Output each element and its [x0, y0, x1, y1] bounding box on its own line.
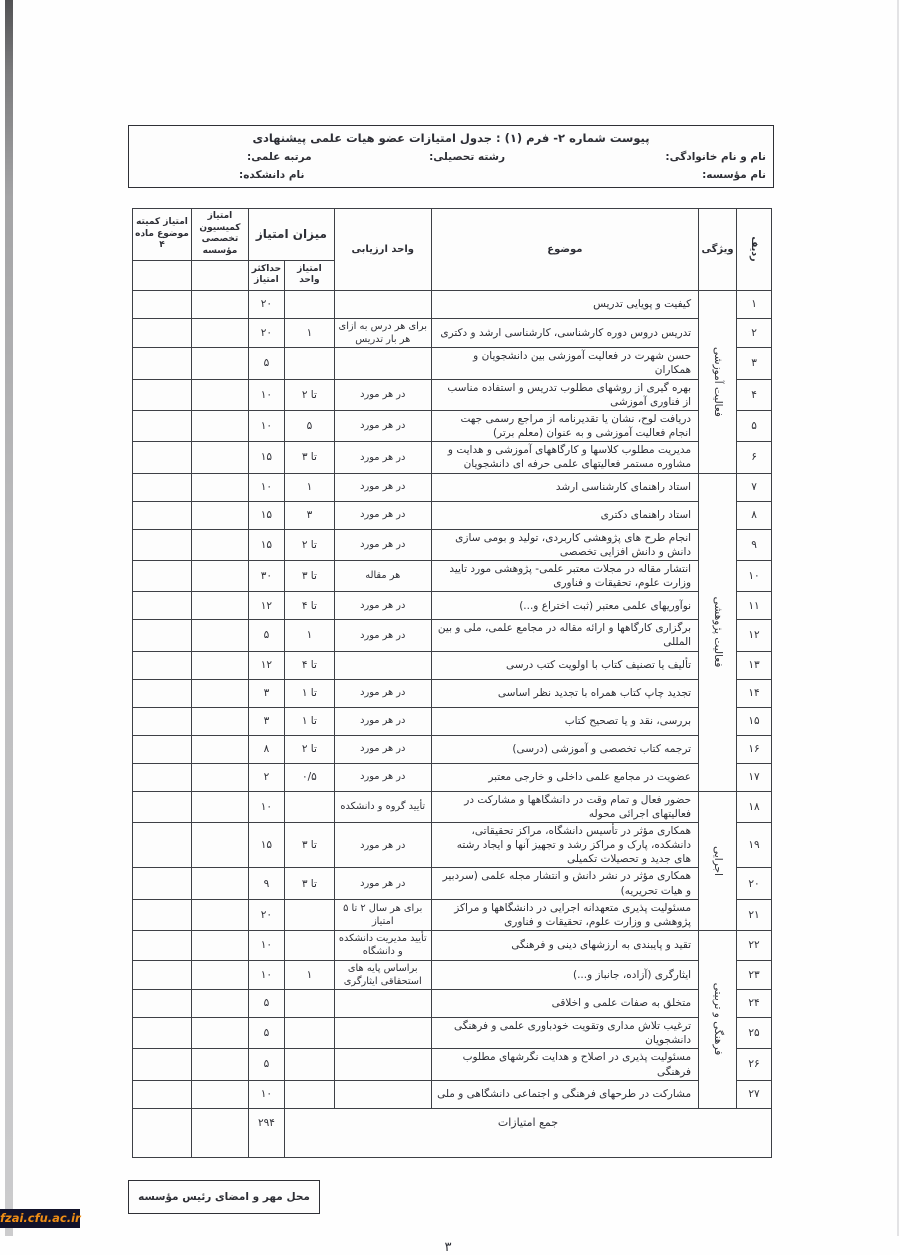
commission-score-cell	[191, 442, 248, 473]
row-number-cell: ۱۳	[737, 651, 772, 679]
committee-score-cell	[133, 960, 192, 989]
unit-score-cell: ۱	[284, 620, 334, 651]
committee-score-cell	[133, 410, 192, 441]
evaluation-unit-cell	[334, 990, 431, 1018]
max-score-cell: ۹	[248, 868, 284, 899]
row-number-cell: ۱۰	[737, 560, 772, 591]
scan-right-edge	[897, 0, 899, 1236]
col-header-committee-score: امتیاز کمیته موضوع ماده ۴	[133, 209, 192, 261]
category-label: فعالیت پژوهشی	[711, 596, 724, 668]
subject-cell: استاد راهنمای دکتری	[431, 501, 698, 529]
committee-score-cell	[133, 707, 192, 735]
max-score-cell: ۳۰	[248, 560, 284, 591]
evaluation-unit-cell: در هر مورد	[334, 529, 431, 560]
row-number-cell: ۹	[737, 529, 772, 560]
unit-score-cell	[284, 348, 334, 379]
unit-score-cell: تا ۲	[284, 529, 334, 560]
max-score-cell: ۵	[248, 1049, 284, 1080]
commission-score-cell	[191, 501, 248, 529]
unit-score-cell: تا ۳	[284, 442, 334, 473]
row-number-cell: ۲۴	[737, 990, 772, 1018]
row-number-cell: ۲	[737, 318, 772, 347]
subject-cell: مسئولیت پذیری متعهدانه اجرایی در دانشگاهها و مراکز پژوهشی و وزارت علوم، تحقیقات و فناوری	[431, 899, 698, 930]
max-score-cell: ۱۰	[248, 1080, 284, 1108]
field-of-study-label: رشته تحصیلی:	[429, 151, 505, 163]
category-cell	[699, 931, 737, 1109]
max-score-cell: ۵	[248, 1018, 284, 1049]
table-row	[133, 1049, 772, 1080]
evaluation-unit-cell: براساس پایه های استحقاقی ایثارگری	[334, 960, 431, 989]
table-row	[133, 651, 772, 679]
evaluation-unit-cell: در هر مورد	[334, 410, 431, 441]
unit-score-cell: تا ۳	[284, 560, 334, 591]
subject-cell: انتشار مقاله در مجلات معتبر علمی- پژوهشی مورد تایید وزارت علوم، تحقیقات و فناوری	[431, 560, 698, 591]
commission-score-cell	[191, 1018, 248, 1049]
commission-score-cell	[191, 763, 248, 791]
subject-cell: برگزاری کارگاهها و ارائه مقاله در مجامع علمی، ملی و بین المللی	[431, 620, 698, 651]
committee-score-cell	[133, 620, 192, 651]
form-header-box	[128, 125, 774, 188]
row-number-cell: ۳	[737, 348, 772, 379]
evaluation-unit-cell: در هر مورد	[334, 592, 431, 620]
category-cell	[699, 791, 737, 931]
row-number-cell: ۱۴	[737, 679, 772, 707]
subject-cell: عضویت در مجامع علمی داخلی و خارجی معتبر	[431, 763, 698, 791]
table-row	[133, 899, 772, 930]
committee-score-cell	[133, 348, 192, 379]
evaluation-unit-cell: تأیید مدیریت دانشکده و دانشگاه	[334, 931, 431, 960]
col-header-unit-score: امتیاز واحد	[284, 260, 334, 290]
unit-score-cell	[284, 1080, 334, 1108]
scan-edge-artifact	[5, 0, 13, 1236]
table-row	[133, 707, 772, 735]
evaluation-unit-cell: در هر مورد	[334, 679, 431, 707]
table-row	[133, 763, 772, 791]
table-row	[133, 990, 772, 1018]
commission-score-cell	[191, 1080, 248, 1108]
max-score-cell: ۱۰	[248, 473, 284, 501]
evaluation-unit-cell	[334, 1049, 431, 1080]
table-row	[133, 620, 772, 651]
unit-score-cell: ۰/۵	[284, 763, 334, 791]
row-number-cell: ۲۷	[737, 1080, 772, 1108]
committee-score-cell	[133, 990, 192, 1018]
max-score-cell: ۵	[248, 990, 284, 1018]
commission-score-cell	[191, 473, 248, 501]
institute-label: نام مؤسسه:	[702, 169, 766, 181]
row-number-cell: ۱۵	[737, 707, 772, 735]
commission-score-cell	[191, 290, 248, 318]
committee-score-cell	[133, 560, 192, 591]
row-number-cell: ۲۰	[737, 868, 772, 899]
subject-cell: حسن شهرت در فعالیت آموزشی بین دانشجویان و همکاران	[431, 348, 698, 379]
col-header-score-amount: میزان امتیاز	[248, 209, 334, 261]
committee-score-cell	[133, 529, 192, 560]
commission-score-cell	[191, 620, 248, 651]
commission-score-cell	[191, 679, 248, 707]
table-row	[133, 501, 772, 529]
table-row	[133, 931, 772, 960]
table-row	[133, 348, 772, 379]
total-commission-score-cell	[191, 1108, 248, 1157]
table-row	[133, 592, 772, 620]
commission-score-cell	[191, 379, 248, 410]
row-number-cell: ۱۲	[737, 620, 772, 651]
unit-score-cell	[284, 899, 334, 930]
max-score-cell: ۱۰	[248, 791, 284, 822]
committee-score-cell	[133, 501, 192, 529]
name-label: نام و نام خانوادگی:	[665, 151, 766, 163]
committee-score-cell	[133, 473, 192, 501]
unit-score-cell	[284, 791, 334, 822]
subject-cell: ترغیب تلاش مداری وتقویت خودباوری علمی و فرهنگی دانشجویان	[431, 1018, 698, 1049]
subject-cell: تقید و پایبندی به ارزشهای دینی و فرهنگی	[431, 931, 698, 960]
subject-cell: همکاری مؤثر در نشر دانش و انتشار مجله علمی (سردبیر و هیات تحریریه)	[431, 868, 698, 899]
col-header-evaluation-unit: واحد ارزیابی	[334, 209, 431, 291]
evaluation-unit-cell: در هر مورد	[334, 707, 431, 735]
commission-score-cell	[191, 931, 248, 960]
table-row	[133, 410, 772, 441]
col-header-commission-score: امتیاز کمیسیون تخصصی مؤسسه	[191, 209, 248, 261]
evaluation-unit-cell: در هر مورد	[334, 442, 431, 473]
committee-score-cell	[133, 1049, 192, 1080]
row-number-cell: ۱	[737, 290, 772, 318]
subject-cell: بررسی، نقد و یا تصحیح کتاب	[431, 707, 698, 735]
row-number-cell: ۵	[737, 410, 772, 441]
form-content	[128, 125, 774, 1255]
max-score-cell: ۲۰	[248, 318, 284, 347]
committee-score-cell	[133, 1080, 192, 1108]
committee-score-cell	[133, 290, 192, 318]
max-score-cell: ۱۵	[248, 529, 284, 560]
max-score-cell: ۲۰	[248, 899, 284, 930]
watermark-badge: fzai.cfu.ac.ir	[0, 1209, 80, 1228]
evaluation-unit-cell: در هر مورد	[334, 735, 431, 763]
subject-cell: انجام طرح های پژوهشی کاربردی، تولید و بومی سازی دانش و دانش افزایی تخصصی	[431, 529, 698, 560]
evaluation-unit-cell	[334, 348, 431, 379]
col-header-max-score: حداکثر امتیاز	[248, 260, 284, 290]
subject-cell: ترجمه کتاب تخصصی و آموزشی (درسی)	[431, 735, 698, 763]
row-number-cell: ۱۸	[737, 791, 772, 822]
unit-score-cell: تا ۳	[284, 868, 334, 899]
evaluation-unit-cell: برای هر سال ۲ تا ۵ امتیاز	[334, 899, 431, 930]
subject-cell: متخلق به صفات علمی و اخلاقی	[431, 990, 698, 1018]
row-number-cell: ۸	[737, 501, 772, 529]
committee-score-cell	[133, 1018, 192, 1049]
col-header-row-no	[737, 209, 772, 291]
commission-score-cell	[191, 529, 248, 560]
committee-score-cell	[133, 379, 192, 410]
form-title: پیوست شماره ۲- فرم (۱) : جدول امتیازات عضو هیات علمی پیشنهادی	[252, 131, 650, 145]
unit-score-cell	[284, 1049, 334, 1080]
max-score-cell: ۱۰	[248, 960, 284, 989]
scores-table-body	[133, 290, 772, 1157]
table-row	[133, 560, 772, 591]
subject-cell: نوآوریهای علمی معتبر (ثبت اختراع و...)	[431, 592, 698, 620]
subject-cell: حضور فعال و تمام وقت در دانشگاهها و مشارکت در فعالیتهای اجرائی محوله	[431, 791, 698, 822]
row-number-cell: ۱۱	[737, 592, 772, 620]
max-score-cell: ۸	[248, 735, 284, 763]
col-header-subject: موضوع	[431, 209, 698, 291]
unit-score-cell: ۱	[284, 473, 334, 501]
evaluation-unit-cell: تأیید گروه و دانشکده	[334, 791, 431, 822]
commission-score-cell	[191, 560, 248, 591]
committee-score-cell	[133, 651, 192, 679]
unit-score-cell: ۳	[284, 501, 334, 529]
unit-score-cell	[284, 290, 334, 318]
commission-score-cell	[191, 990, 248, 1018]
total-label-cell: جمع امتیازات	[284, 1108, 771, 1157]
max-score-cell: ۱۰	[248, 931, 284, 960]
committee-score-cell	[133, 931, 192, 960]
row-number-cell: ۱۹	[737, 822, 772, 868]
row-number-cell: ۲۳	[737, 960, 772, 989]
evaluation-unit-cell	[334, 290, 431, 318]
table-row	[133, 960, 772, 989]
row-number-cell: ۲۲	[737, 931, 772, 960]
commission-score-cell	[191, 899, 248, 930]
table-row	[133, 473, 772, 501]
row-number-cell: ۲۱	[737, 899, 772, 930]
table-row	[133, 318, 772, 347]
committee-score-cell	[133, 442, 192, 473]
commission-score-cell	[191, 868, 248, 899]
max-score-cell: ۵	[248, 348, 284, 379]
total-committee-score-cell	[133, 1108, 192, 1157]
category-cell	[699, 290, 737, 473]
unit-score-cell	[284, 990, 334, 1018]
committee-score-cell	[133, 318, 192, 347]
table-row	[133, 379, 772, 410]
table-row	[133, 529, 772, 560]
subject-cell: ایثارگری (آزاده، جانباز و...)	[431, 960, 698, 989]
max-score-cell: ۱۲	[248, 592, 284, 620]
subject-cell: تألیف یا تصنیف کتاب با اولویت کتب درسی	[431, 651, 698, 679]
max-score-cell: ۱۰	[248, 410, 284, 441]
max-score-cell: ۱۵	[248, 442, 284, 473]
commission-score-cell	[191, 791, 248, 822]
commission-score-cell	[191, 318, 248, 347]
committee-score-cell	[133, 679, 192, 707]
commission-score-cell	[191, 960, 248, 989]
evaluation-unit-cell: هر مقاله	[334, 560, 431, 591]
evaluation-unit-cell: در هر مورد	[334, 473, 431, 501]
unit-score-cell: ۵	[284, 410, 334, 441]
row-number-cell: ۱۷	[737, 763, 772, 791]
unit-score-cell: تا ۲	[284, 379, 334, 410]
max-score-cell: ۵	[248, 620, 284, 651]
subject-cell: کیفیت و پویایی تدریس	[431, 290, 698, 318]
max-score-cell: ۲۰	[248, 290, 284, 318]
scores-table-header	[133, 209, 772, 291]
committee-score-cell	[133, 763, 192, 791]
table-row	[133, 442, 772, 473]
subject-cell: مدیریت مطلوب کلاسها و کارگاههای آموزشی و هدایت و مشاوره مستمر فعالیتهای علمی حرفه ای دانشجویان	[431, 442, 698, 473]
commission-score-cell	[191, 822, 248, 868]
evaluation-unit-cell: در هر مورد	[334, 763, 431, 791]
unit-score-cell: تا ۱	[284, 707, 334, 735]
evaluation-unit-cell	[334, 1080, 431, 1108]
subject-cell: تدریس دروس دوره کارشناسی، کارشناسی ارشد و دکتری	[431, 318, 698, 347]
table-row	[133, 791, 772, 822]
faculty-label: نام دانشکده:	[239, 169, 305, 181]
row-number-cell: ۲۶	[737, 1049, 772, 1080]
academic-rank-label: مرتبه علمی:	[247, 151, 312, 163]
subject-cell: استاد راهنمای کارشناسی ارشد	[431, 473, 698, 501]
commission-score-subheader-empty	[191, 260, 248, 290]
commission-score-cell	[191, 348, 248, 379]
evaluation-unit-cell	[334, 1018, 431, 1049]
unit-score-cell: تا ۱	[284, 679, 334, 707]
commission-score-cell	[191, 651, 248, 679]
table-row	[133, 822, 772, 868]
max-score-cell: ۱۰	[248, 379, 284, 410]
evaluation-unit-cell	[334, 651, 431, 679]
page-number: ۳	[444, 1239, 452, 1255]
unit-score-cell	[284, 931, 334, 960]
max-score-cell: ۲	[248, 763, 284, 791]
unit-score-cell: تا ۳	[284, 822, 334, 868]
max-score-cell: ۳	[248, 679, 284, 707]
evaluation-unit-cell: در هر مورد	[334, 620, 431, 651]
commission-score-cell	[191, 707, 248, 735]
category-label: اجرایی	[711, 845, 724, 876]
unit-score-cell: تا ۴	[284, 592, 334, 620]
subject-cell: همکاری مؤثر در تأسیس دانشگاه، مراکز تحقیقاتی، دانشکده، پارک و مراکز رشد و تجهیز آنها و ایجاد رشته های جدید و تحصیلات تکمیلی	[431, 822, 698, 868]
committee-score-cell	[133, 592, 192, 620]
unit-score-cell	[284, 1018, 334, 1049]
commission-score-cell	[191, 410, 248, 441]
committee-score-cell	[133, 868, 192, 899]
table-row	[133, 290, 772, 318]
committee-score-cell	[133, 899, 192, 930]
subject-cell: دریافت لوح، نشان یا تقدیرنامه از مراجع رسمی جهت انجام فعالیت آموزشی و به عنوان (معلم برتر)	[431, 410, 698, 441]
committee-score-cell	[133, 735, 192, 763]
unit-score-cell: ۱	[284, 960, 334, 989]
category-label: فعالیت آموزشی	[711, 346, 724, 417]
scores-table	[132, 208, 772, 1158]
row-number-cell: ۱۶	[737, 735, 772, 763]
table-row	[133, 868, 772, 899]
total-row	[133, 1108, 772, 1157]
unit-score-cell: تا ۴	[284, 651, 334, 679]
stamp-signature-box: محل مهر و امضای رئیس مؤسسه	[128, 1180, 320, 1214]
evaluation-unit-cell: در هر مورد	[334, 379, 431, 410]
row-no-header-label: ردیف	[749, 236, 761, 262]
max-score-cell: ۳	[248, 707, 284, 735]
evaluation-unit-cell: برای هر درس به ازای هر بار تدریس	[334, 318, 431, 347]
unit-score-cell: ۱	[284, 318, 334, 347]
evaluation-unit-cell: در هر مورد	[334, 868, 431, 899]
row-number-cell: ۲۵	[737, 1018, 772, 1049]
subject-cell: تجدید چاپ کتاب همراه با تجدید نظر اساسی	[431, 679, 698, 707]
col-header-characteristic: ویژگی	[699, 209, 737, 291]
evaluation-unit-cell: در هر مورد	[334, 822, 431, 868]
max-score-cell: ۱۵	[248, 501, 284, 529]
table-row	[133, 1080, 772, 1108]
table-row	[133, 679, 772, 707]
subject-cell: بهره گیری از روشهای مطلوب تدریس و استفاده مناسب از فناوری آموزشی	[431, 379, 698, 410]
row-number-cell: ۷	[737, 473, 772, 501]
max-score-cell: ۱۲	[248, 651, 284, 679]
total-max-score-cell: ۲۹۴	[248, 1108, 284, 1157]
subject-cell: مشارکت در طرحهای فرهنگی و اجتماعی دانشگاهی و ملی	[431, 1080, 698, 1108]
commission-score-cell	[191, 735, 248, 763]
category-cell	[699, 473, 737, 791]
commission-score-cell	[191, 1049, 248, 1080]
max-score-cell: ۱۵	[248, 822, 284, 868]
table-row	[133, 1018, 772, 1049]
committee-score-subheader-empty	[133, 260, 192, 290]
unit-score-cell: تا ۲	[284, 735, 334, 763]
row-number-cell: ۴	[737, 379, 772, 410]
committee-score-cell	[133, 791, 192, 822]
committee-score-cell	[133, 822, 192, 868]
category-label: فرهنگی و تربیتی	[711, 983, 724, 1056]
subject-cell: مسئولیت پذیری در اصلاح و هدایت نگرشهای مطلوب فرهنگی	[431, 1049, 698, 1080]
commission-score-cell	[191, 592, 248, 620]
row-number-cell: ۶	[737, 442, 772, 473]
evaluation-unit-cell: در هر مورد	[334, 501, 431, 529]
table-row	[133, 735, 772, 763]
